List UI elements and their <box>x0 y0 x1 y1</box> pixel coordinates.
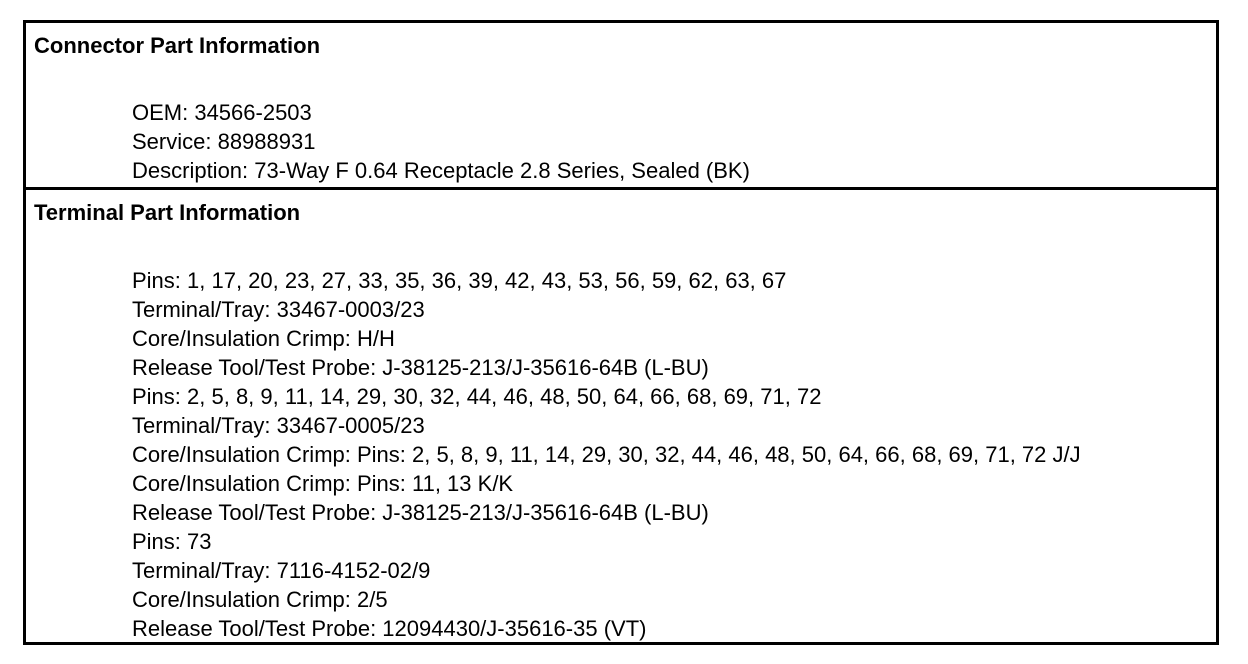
connector-service-line: Service: 88988931 <box>132 129 316 154</box>
connector-detail-list <box>132 98 750 185</box>
terminal-section-title: Terminal Part Information <box>34 200 301 225</box>
terminal-part-section <box>26 190 1216 642</box>
terminal-detail-line: Terminal/Tray: 33467-0003/23 <box>132 297 425 322</box>
connector-section-title: Connector Part Information <box>34 33 321 58</box>
terminal-detail-line: Terminal/Tray: 7116-4152-02/9 <box>132 558 431 583</box>
terminal-detail-line: Core/Insulation Crimp: 2/5 <box>132 587 388 612</box>
terminal-detail-line: Core/Insulation Crimp: Pins: 11, 13 K/K <box>132 471 514 496</box>
terminal-detail-line: Pins: 1, 17, 20, 23, 27, 33, 35, 36, 39, 42, 43, 53, 56, 59, 62, 63, 67 <box>132 268 787 293</box>
terminal-detail-line: Core/Insulation Crimp: Pins: 2, 5, 8, 9, 11, 14, 29, 30, 32, 44, 46, 48, 50, 64, 66, 68, 69, 71, 72 J/J <box>132 442 1081 467</box>
part-information-table <box>23 20 1219 645</box>
connector-part-section <box>26 23 1216 187</box>
terminal-detail-line: Core/Insulation Crimp: H/H <box>132 326 395 351</box>
connector-description-line: Description: 73-Way F 0.64 Receptacle 2.8 Series, Sealed (BK) <box>132 158 750 183</box>
terminal-detail-line: Terminal/Tray: 33467-0005/23 <box>132 413 425 438</box>
terminal-detail-line: Release Tool/Test Probe: J-38125-213/J-35616-64B (L-BU) <box>132 500 709 525</box>
terminal-detail-line: Pins: 2, 5, 8, 9, 11, 14, 29, 30, 32, 44, 46, 48, 50, 64, 66, 68, 69, 71, 72 <box>132 384 822 409</box>
connector-oem-line: OEM: 34566-2503 <box>132 100 312 125</box>
terminal-detail-line: Release Tool/Test Probe: 12094430/J-35616-35 (VT) <box>132 616 647 641</box>
terminal-detail-line: Release Tool/Test Probe: J-38125-213/J-35616-64B (L-BU) <box>132 355 709 380</box>
terminal-detail-line: Pins: 73 <box>132 529 212 554</box>
terminal-detail-list <box>132 266 1081 643</box>
